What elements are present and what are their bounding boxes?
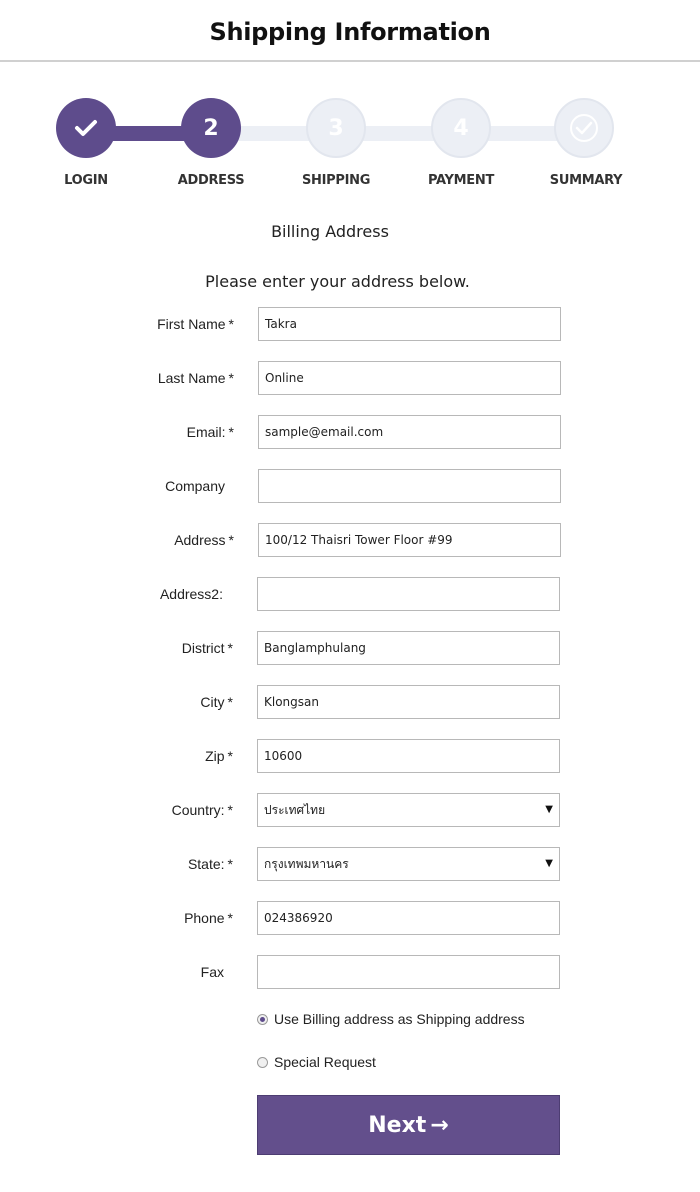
zip-input[interactable]: 10600 [257,739,560,773]
step-login-label: LOGIN [64,173,108,188]
fax-label: Fax [200,964,224,980]
next-button[interactable] [257,1095,560,1155]
step-payment-label: PAYMENT [427,173,495,188]
step-shipping-circle [306,98,366,158]
next-button-label: Next [368,1112,427,1138]
stepper-track-pending [211,126,584,141]
district-label: District * [181,640,233,656]
step-summary-circle [554,98,614,158]
use-billing-radio[interactable] [257,1014,268,1025]
city-label: City * [200,694,233,710]
country-select-value: ประเทศไทย [264,803,326,817]
step-shipping-label: SHIPPING [301,173,371,188]
step-summary-label: SUMMARY [549,173,623,188]
chevron-down-icon: ▼ [545,804,553,815]
last-name-input[interactable]: Online [258,361,561,395]
phone-label: Phone * [184,910,233,926]
step-number: 3 [328,115,344,141]
phone-input[interactable]: 024386920 [257,901,560,935]
address2-label: Address2: [159,586,223,602]
zip-label: Zip * [205,748,233,764]
step-login-circle [56,98,116,158]
page-title: Shipping Information [209,18,491,46]
checkout-stepper [0,96,700,196]
use-billing-option[interactable] [257,1009,525,1029]
step-payment-circle [431,98,491,158]
address-input[interactable]: 100/12 Thaisri Tower Floor #99 [258,523,561,557]
district-input[interactable]: Banglamphulang [257,631,560,665]
step-number: 2 [203,115,219,141]
email-input[interactable]: sample@email.com [258,415,561,449]
step-address-circle [181,98,241,158]
state-select[interactable] [257,847,560,881]
step-address-label: ADDRESS [177,173,245,188]
company-input[interactable] [258,469,561,503]
section-title: Billing Address [271,222,389,241]
address-label: Address * [174,532,234,548]
company-label: Company [165,478,225,494]
email-label: Email: * [186,424,234,440]
special-request-label: Special Request [274,1054,376,1070]
page-header [0,0,700,62]
city-input[interactable]: Klongsan [257,685,560,719]
fax-input[interactable] [257,955,560,989]
form-instructions: Please enter your address below. [205,272,470,291]
arrow-right-icon: → [430,1112,449,1138]
state-label: State: * [187,856,233,872]
country-label: Country: * [171,802,233,818]
use-billing-label: Use Billing address as Shipping address [274,1011,525,1027]
special-request-radio[interactable] [257,1057,268,1068]
address2-input[interactable] [257,577,560,611]
first-name-label: First Name * [157,316,234,332]
checkmark-icon [567,111,601,145]
step-number: 4 [453,115,469,141]
first-name-input[interactable]: Takra [258,307,561,341]
state-select-value: กรุงเทพมหานคร [264,857,349,871]
last-name-label: Last Name * [157,370,234,386]
checkmark-icon [73,117,99,139]
chevron-down-icon: ▼ [545,858,553,869]
special-request-option[interactable] [257,1052,376,1072]
country-select[interactable] [257,793,560,827]
